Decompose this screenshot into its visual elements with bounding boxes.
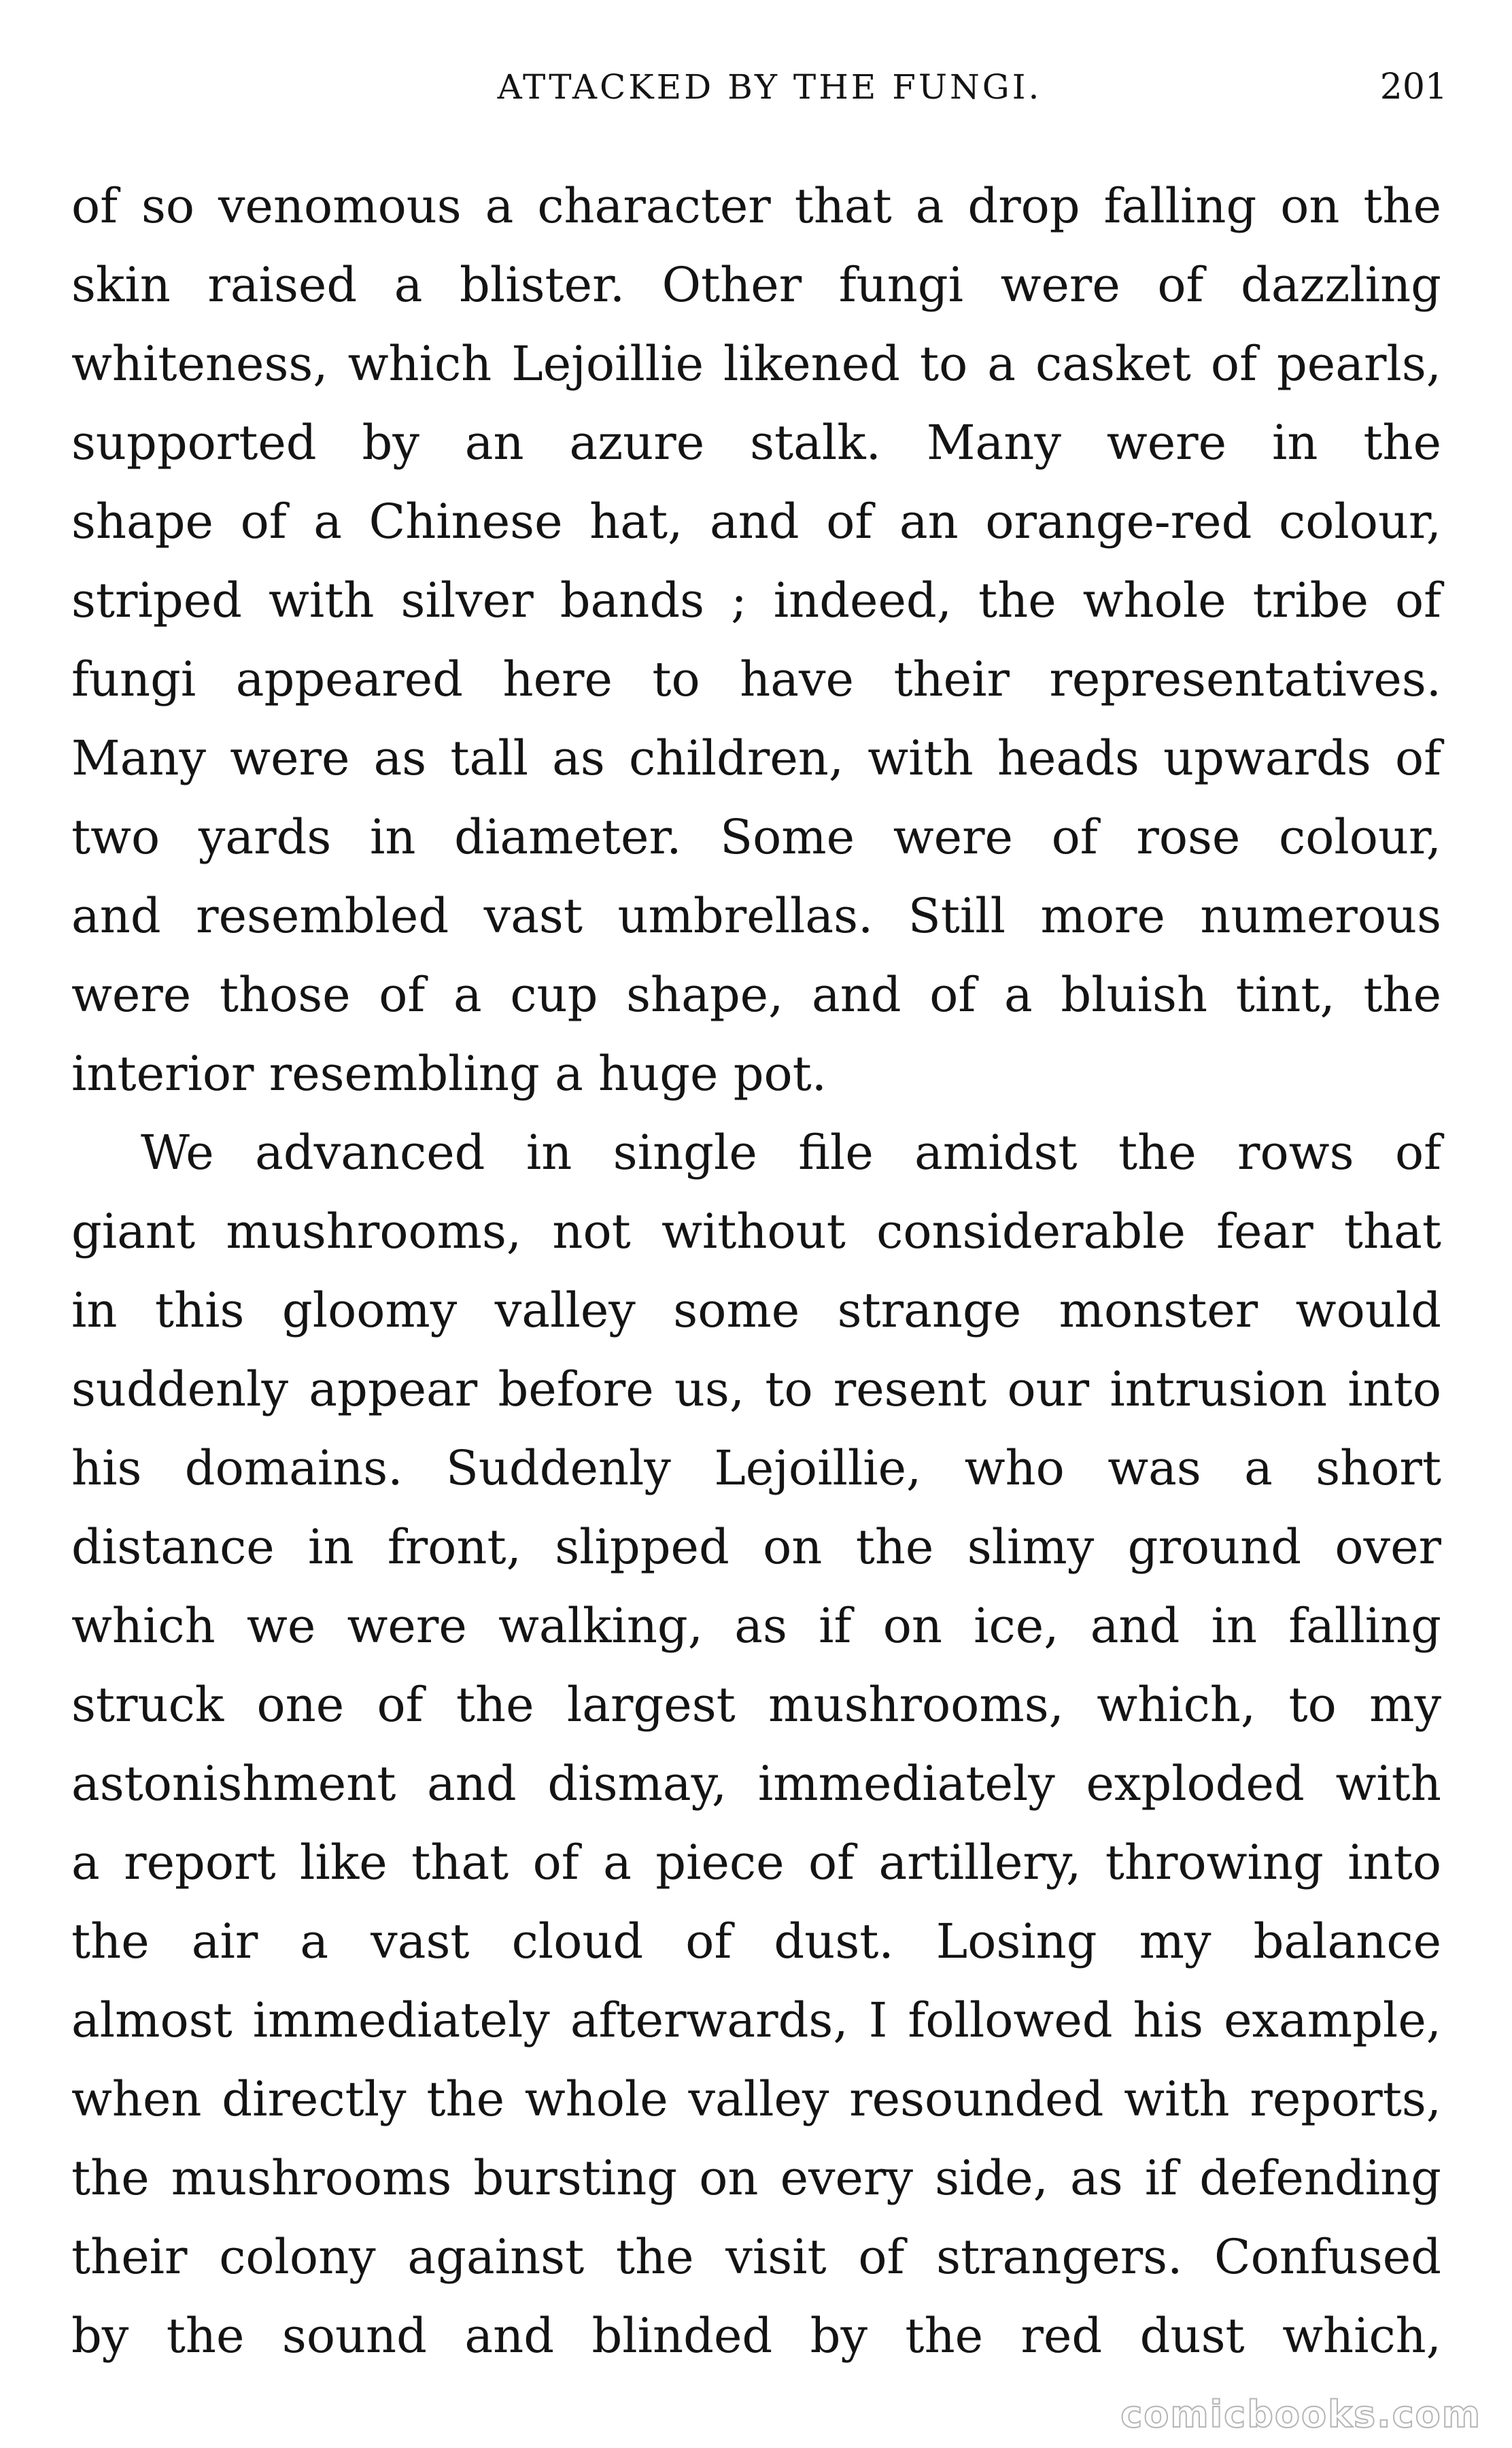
text-line: his domains. Suddenly Lejoillie, who was a short bbox=[71, 1440, 1441, 1496]
text-line: when directly the whole valley resounded with reports, bbox=[71, 2071, 1441, 2127]
body-text bbox=[71, 167, 1441, 2375]
text-line: a report like that of a piece of artillery, throwing into bbox=[71, 1835, 1441, 1890]
watermark: comicbooks.com bbox=[1120, 2393, 1481, 2436]
text-line: their colony against the visit of strangers. Confused bbox=[71, 2229, 1441, 2285]
text-line: distance in front, slipped on the slimy ground over bbox=[71, 1519, 1441, 1575]
text-line: supported by an azure stalk. Many were in the bbox=[71, 415, 1441, 471]
text-line: and resembled vast umbrellas. Still more numerous bbox=[71, 888, 1441, 944]
paragraph-1 bbox=[71, 167, 1441, 1113]
text-line: the mushrooms bursting on every side, as if defending bbox=[71, 2150, 1441, 2206]
text-line: in this gloomy valley some strange monster would bbox=[71, 1282, 1441, 1338]
text-line: skin raised a blister. Other fungi were of dazzling bbox=[71, 257, 1441, 313]
text-line: the air a vast cloud of dust. Losing my balance bbox=[71, 1914, 1441, 1969]
text-line: giant mushrooms, not without considerable fear that bbox=[71, 1204, 1441, 1259]
text-line: Many were as tall as children, with heads upwards of bbox=[71, 730, 1441, 786]
text-line: striped with silver bands ; indeed, the whole tribe of bbox=[71, 573, 1441, 628]
text-line: interior resembling a huge pot. bbox=[71, 1046, 827, 1102]
text-line: struck one of the largest mushrooms, which, to my bbox=[71, 1677, 1441, 1733]
text-line: by the sound and blinded by the red dust which, bbox=[71, 2308, 1441, 2364]
text-line: two yards in diameter. Some were of rose colour, bbox=[71, 809, 1441, 865]
text-line: astonishment and dismay, immediately exploded with bbox=[71, 1756, 1441, 1812]
text-line: were those of a cup shape, and of a bluish tint, the bbox=[71, 967, 1441, 1023]
text-line: suddenly appear before us, to resent our intrusion into bbox=[71, 1361, 1441, 1417]
text-line: almost immediately afterwards, I followed his example, bbox=[71, 1992, 1441, 2048]
page-header bbox=[0, 60, 1512, 114]
text-line: whiteness, which Lejoillie likened to a casket of pearls, bbox=[71, 336, 1441, 392]
text-line: of so venomous a character that a drop falling on the bbox=[71, 178, 1441, 234]
text-line: which we were walking, as if on ice, and in falling bbox=[71, 1598, 1441, 1654]
paragraph-2 bbox=[71, 1113, 1441, 2375]
text-line: fungi appeared here to have their representatives. bbox=[71, 651, 1441, 707]
text-line: We advanced in single file amidst the rows of bbox=[141, 1125, 1441, 1180]
running-head: ATTACKED BY THE FUNGI. bbox=[497, 67, 1042, 107]
page-number: 201 bbox=[1379, 67, 1447, 107]
text-line: shape of a Chinese hat, and of an orange-red colour, bbox=[71, 494, 1441, 549]
